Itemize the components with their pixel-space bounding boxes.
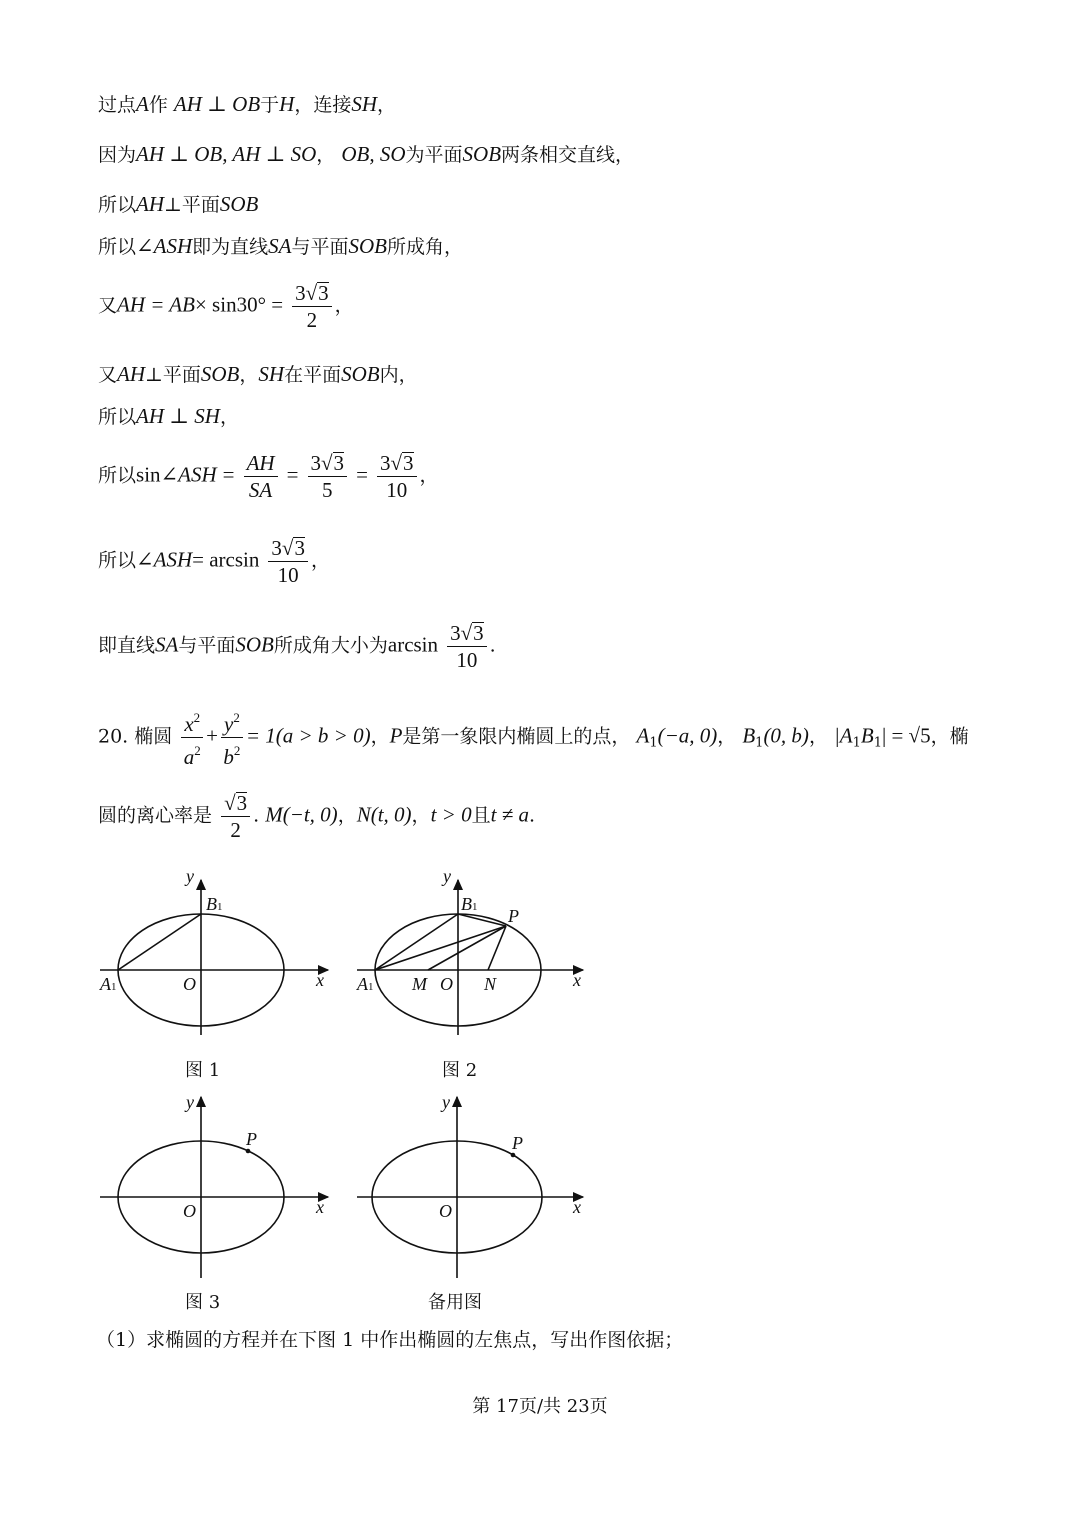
p-label: P xyxy=(508,906,519,926)
y-label: y xyxy=(186,866,194,886)
y-label: y xyxy=(443,866,451,886)
figure-3 xyxy=(100,1097,328,1278)
problem-20-line-1: 20. 椭圆 $\frac{x^2}{a^2}$ + $\frac{y^2}{b^2}$ = 1(a > b > 0)，P是第一象限内椭圆上的点， $A_1(-a$, 0)， $B_1(0$, b)， $|A_1B_1| = √5$，椭 xyxy=(98,705,969,770)
question-1: （1）求椭圆的方程并在下图 1 中作出椭圆的左焦点，写出作图依据； xyxy=(96,1329,684,1351)
solution-line-7: 所以AH ⊥ SH， xyxy=(98,404,239,428)
fraction: $\frac{3√3}{2}$ xyxy=(292,280,332,333)
solution-line-1: 过点A作 AH ⊥ OB于H，连接SH， xyxy=(98,92,397,116)
fraction: $\frac{3√3}{10}$ xyxy=(268,535,308,588)
solution-line-2: 因为AH ⊥ OB, AH ⊥ SO， OB, SO为平面SOB两条相交直线， xyxy=(98,142,635,166)
x-label: x xyxy=(573,970,581,990)
y-label: y xyxy=(186,1092,194,1112)
caption-figure-3: 图 3 xyxy=(185,1292,221,1313)
solution-line-9: 所以∠ASH= arcsin $\frac{3√3}{10}$ ， xyxy=(98,536,330,587)
p-label: P xyxy=(246,1129,257,1149)
segment-np xyxy=(488,926,506,970)
figure-backup xyxy=(357,1097,583,1278)
solution-line-6: 又AH⊥平面SOB，SH在平面SOB内， xyxy=(98,362,418,386)
caption-figure-2: 图 2 xyxy=(442,1060,478,1081)
fraction: $\frac{3√3}{10}$ xyxy=(377,450,417,503)
y-label: y xyxy=(442,1092,450,1112)
caption-figure-1: 图 1 xyxy=(185,1060,221,1081)
m-label: M xyxy=(412,974,427,994)
fraction-y: $\frac{y^2}{b^2}$ xyxy=(221,705,243,770)
caption-figure-backup: 备用图 xyxy=(428,1292,482,1313)
fraction: $\frac{3√3}{5}$ xyxy=(308,450,348,503)
b1-label: B1 xyxy=(461,894,478,914)
p-label: P xyxy=(512,1133,523,1153)
solution-line-10: 即直线SA与平面SOB所成角大小为arcsin $\frac{3√3}{10}$ . xyxy=(98,621,496,672)
a1-label: A1 xyxy=(357,974,374,994)
x-label: x xyxy=(316,970,324,990)
origin-label: O xyxy=(440,974,453,994)
b1-label: B1 xyxy=(206,894,223,914)
point-p xyxy=(511,1153,516,1158)
n-label: N xyxy=(484,974,497,994)
fraction-ecc: $\frac{√3}{2}$ xyxy=(221,790,250,843)
x-label: x xyxy=(573,1197,581,1217)
fraction: $\frac{AH}{SA}$ xyxy=(244,450,278,503)
fraction: $\frac{3√3}{10}$ xyxy=(447,620,487,673)
x-label: x xyxy=(316,1197,324,1217)
origin-label: O xyxy=(183,1201,196,1221)
page-footer: 第 17页/共 23页 xyxy=(472,1396,608,1417)
solution-line-3: 所以AH⊥平面SOB xyxy=(98,192,259,216)
origin-label: O xyxy=(183,974,196,994)
solution-line-4: 所以∠ASH即为直线SA与平面SOB所成角， xyxy=(98,234,463,258)
segment-a1b1 xyxy=(375,914,458,970)
segment-a1b1 xyxy=(118,914,201,970)
fraction-x: $\frac{x^2}{a^2}$ xyxy=(181,705,203,770)
problem-20-line-2: 圆的离心率是 $\frac{√3}{2}$ . M(−t, 0)，N(t, 0)，t > 0且t ≠ a. xyxy=(98,791,536,842)
solution-line-5: 又AH = AB× sin30° = $\frac{3√3}{2}$ ， xyxy=(98,281,354,332)
a1-label: A1 xyxy=(100,974,117,994)
origin-label: O xyxy=(439,1201,452,1221)
point-p xyxy=(246,1149,251,1154)
solution-line-8: 所以sin∠ASH = $\frac{AH}{SA}$ = $\frac{3√3}{5}$ = $\frac{3√3}{10}$ ， xyxy=(98,451,439,502)
